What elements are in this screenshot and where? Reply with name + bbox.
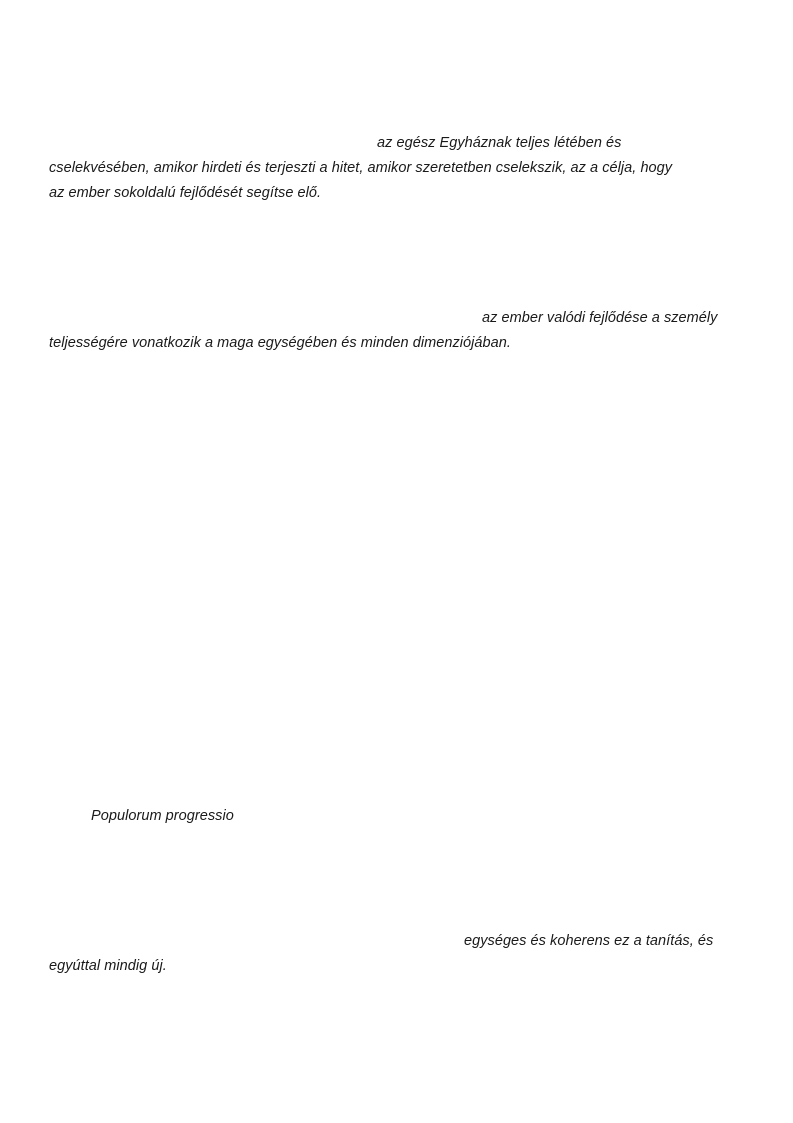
paragraph-3-line-1: Populorum progressio — [91, 808, 234, 824]
paragraph-1-line-1: az egész Egyháznak teljes létében és — [377, 135, 622, 151]
paragraph-2-line-2: teljességére vonatkozik a maga egységében és minden dimenziójában. — [49, 335, 511, 351]
paragraph-2-line-1: az ember valódi fejlődése a személy — [482, 310, 718, 326]
paragraph-1-line-2: cselekvésében, amikor hirdeti és terjeszti a hitet, amikor szeretetben cselekszik, az a célja, hogy — [49, 160, 673, 176]
paragraph-1-line-3: az ember sokoldalú fejlődését segítse elő. — [49, 185, 322, 201]
paragraph-4-line-2: egyúttal mindig új. — [49, 958, 167, 974]
paragraph-4-line-1: egységes és koherens ez a tanítás, és — [464, 933, 714, 949]
